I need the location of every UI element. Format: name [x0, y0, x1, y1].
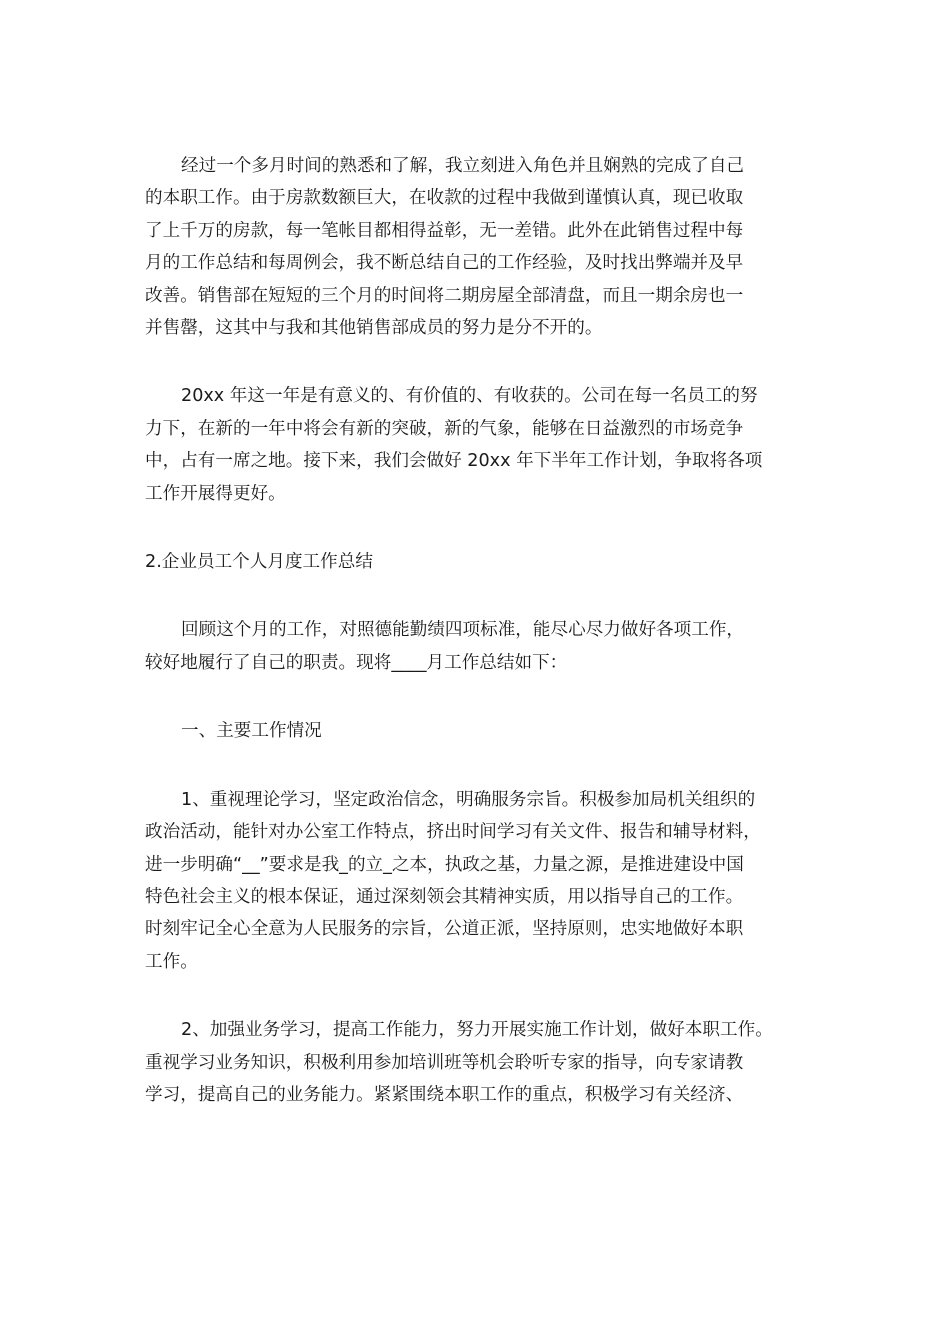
text-line: 进一步明确“__”要求是我_的立_之本，执政之基，力量之源，是推进建设中国	[145, 854, 744, 875]
text-line: 回顾这个月的工作，对照德能勤绩四项标准，能尽心尽力做好各项工作，	[181, 620, 745, 641]
section-heading	[145, 546, 815, 578]
document-page	[145, 150, 815, 1111]
heading-text: 2.企业员工个人月度工作总结	[145, 552, 373, 573]
paragraph-spacer	[145, 344, 815, 380]
paragraph-spacer	[145, 510, 815, 546]
text-line: 中，占有一席之地。接下来，我们会做好 20xx 年下半年工作计划，争取将各项	[145, 451, 763, 472]
text-line: 工作开展得更好。	[145, 483, 286, 504]
paragraph-item-1	[145, 784, 815, 978]
text-line: 时刻牢记全心全意为人民服务的宗旨，公道正派，坚持原则，忠实地做好本职	[145, 919, 744, 940]
paragraph-spacer	[145, 978, 815, 1014]
paragraph-year-review	[145, 380, 815, 510]
text-line: 工作。	[145, 951, 198, 972]
paragraph-intro	[145, 614, 815, 679]
text-line: 2、加强业务学习，提高工作能力，努力开展实施工作计划，做好本职工作。	[181, 1020, 773, 1041]
paragraph-spacer	[145, 748, 815, 784]
text-line: 的本职工作。由于房款数额巨大，在收款的过程中我做到谨慎认真，现已收取	[145, 188, 744, 209]
paragraph-spacer	[145, 679, 815, 715]
text-line: 重视学习业务知识，积极利用参加培训班等机会聆听专家的指导，向专家请教	[145, 1052, 744, 1073]
text-line: 并售罄，这其中与我和其他销售部成员的努力是分不开的。	[145, 318, 603, 339]
paragraph-spacer	[145, 578, 815, 614]
paragraph-sales-summary	[145, 150, 815, 344]
text-line: 月的工作总结和每周例会，我不断总结自己的工作经验，及时找出弊端并及早	[145, 253, 744, 274]
text-line: 较好地履行了自己的职责。现将____月工作总结如下：	[145, 652, 568, 673]
text-line: 1、重视理论学习，坚定政治信念，明确服务宗旨。积极参加局机关组织的	[181, 789, 756, 810]
text-line: 了上千万的房款，每一笔帐目都相得益彰，无一差错。此外在此销售过程中每	[145, 220, 744, 241]
text-line: 学习，提高自己的业务能力。紧紧围绕本职工作的重点，积极学习有关经济、	[145, 1084, 744, 1105]
text-line: 政治活动，能针对办公室工作特点，挤出时间学习有关文件、报告和辅导材料，	[145, 822, 761, 843]
paragraph-item-2	[145, 1014, 815, 1111]
subheading-text: 一、主要工作情况	[181, 721, 322, 742]
text-line: 20xx 年这一年是有意义的、有价值的、有收获的。公司在每一名员工的努	[181, 386, 758, 407]
text-line: 力下，在新的一年中将会有新的突破，新的气象，能够在日益激烈的市场竞争	[145, 418, 744, 439]
text-line: 经过一个多月时间的熟悉和了解，我立刻进入角色并且娴熟的完成了自己	[181, 156, 745, 176]
subheading-main-work	[145, 715, 815, 747]
text-line: 特色社会主义的根本保证，通过深刻领会其精神实质，用以指导自己的工作。	[145, 886, 744, 907]
text-line: 改善。销售部在短短的三个月的时间将二期房屋全部清盘，而且一期余房也一	[145, 285, 744, 306]
